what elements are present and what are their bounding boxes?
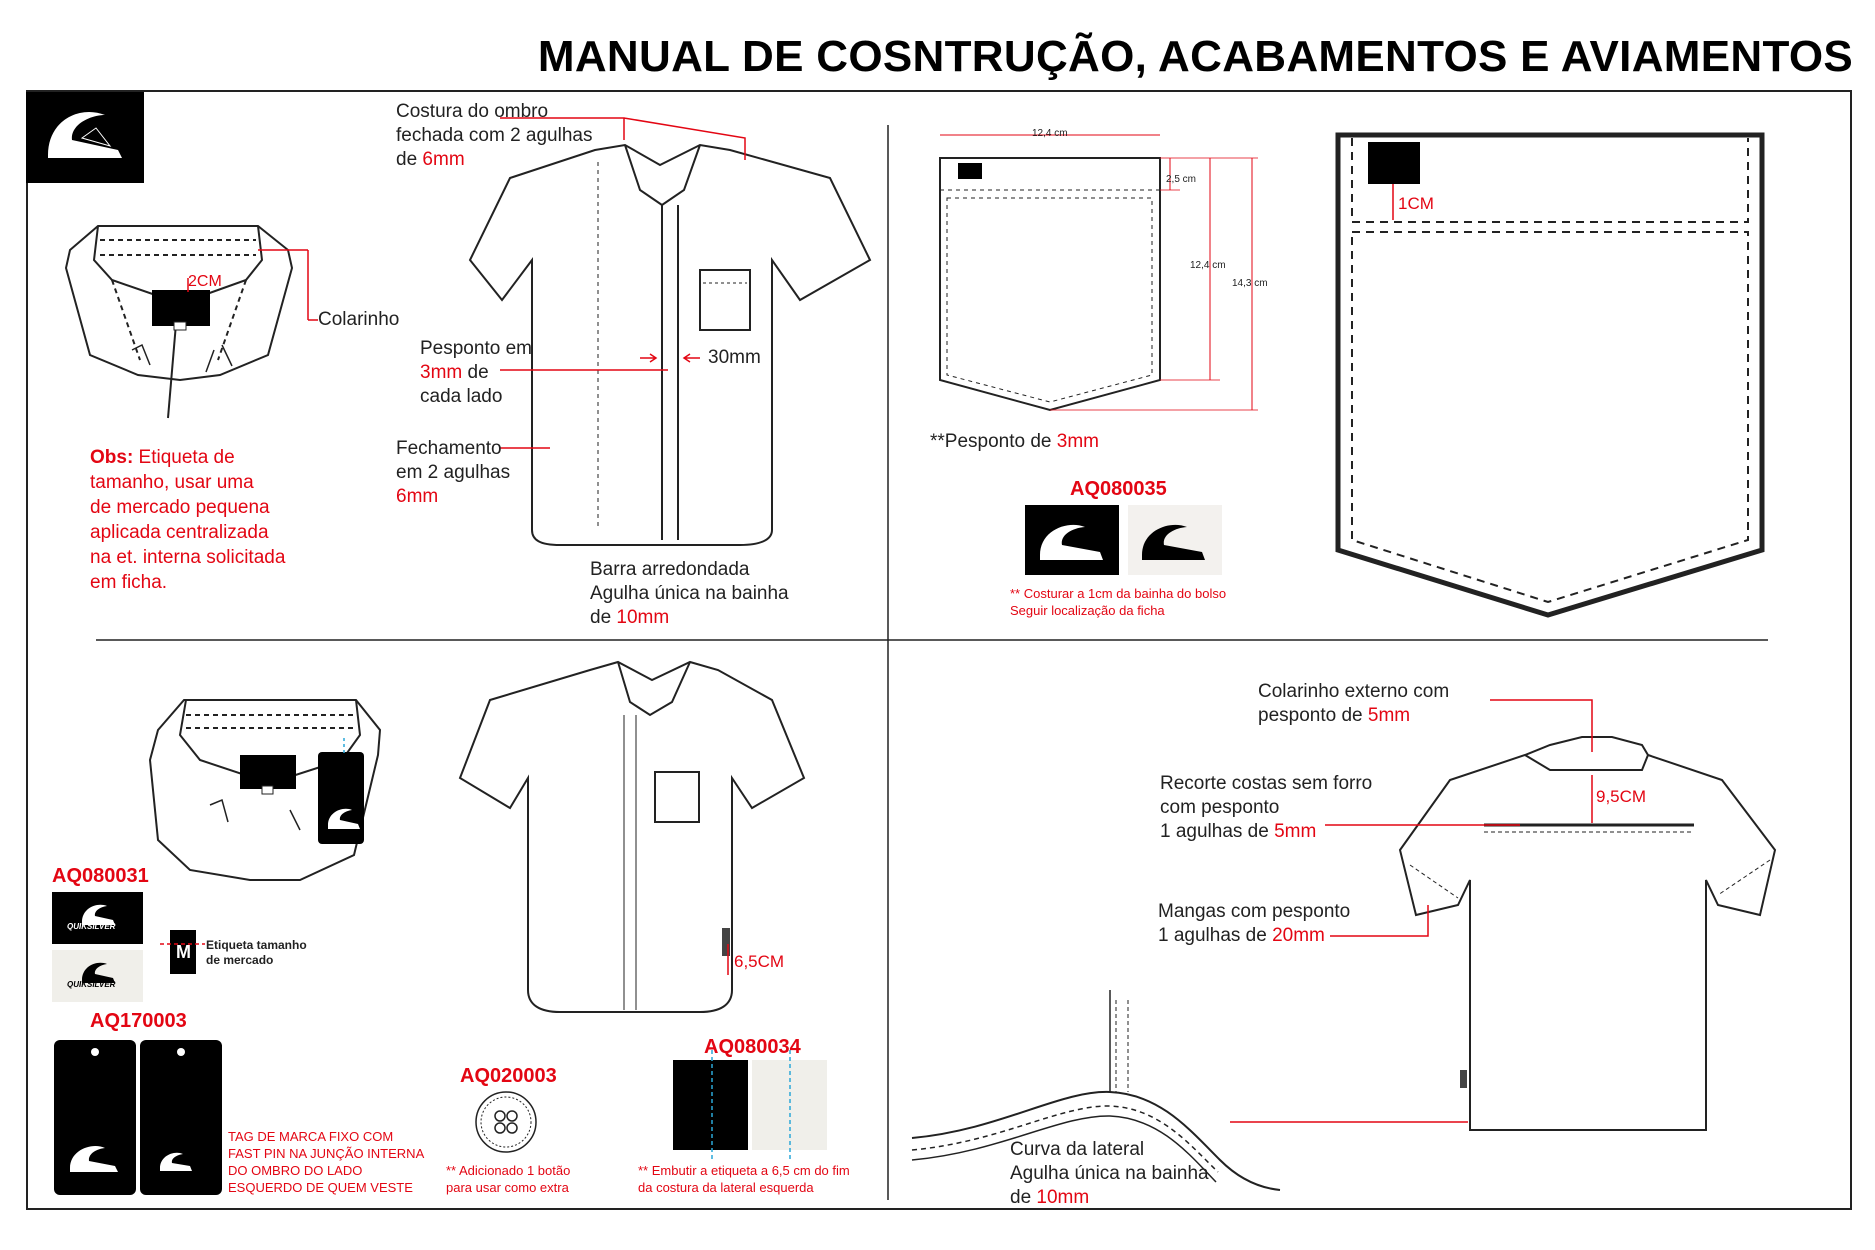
size-letter: M [176,942,191,962]
pocket-width-label: 12,4 cm [1032,128,1068,139]
side-curve-label: Curva da lateral Agulha única na bainha de 10mm [1010,1139,1209,1208]
label-brand-white: QUIKSILVER [67,980,116,989]
yoke-label: Recorte costas sem forro com pesponto 1 agulhas de 5mm [1160,773,1373,842]
obs-line-5: na et. interna solicitada [90,547,286,568]
pocket-side-label: 12,4 cm [1190,260,1226,271]
front-shirt-drawing [470,118,870,545]
collar-dim-label: 2CM [188,273,222,290]
collar-with-tag-drawing [150,700,380,880]
obs-line-6: em ficha. [90,572,168,593]
size-label-note: Etiqueta tamanho de mercado [206,938,307,967]
code-aq170003: AQ170003 [90,1010,187,1032]
obs-line-2: tamanho, usar uma [90,472,254,493]
obs-prefix: Obs: [90,447,134,468]
obs-line-4: aplicada centralizada [90,522,269,543]
code-aq080035: AQ080035 [1070,478,1167,500]
pocket-top-label: 2,5 cm [1166,174,1197,185]
pocket-stitch-label: **Pesponto de 3mm [930,431,1099,452]
hang-tags [54,1040,222,1195]
code-aq080031: AQ080031 [52,865,149,887]
collar-label: Colarinho [318,309,400,330]
label-brand-black: QUIKSILVER [67,922,116,931]
obs-line-1: Etiqueta de [133,447,235,468]
side-label-note: ** Embutir a etiqueta a 6,5 cm do fim da costura da lateral esquerda [638,1163,850,1195]
collar-drawing [66,226,318,418]
topstitch-label: Pesponto em 3mm de cada lado [420,338,532,407]
side-labels [673,1050,827,1160]
shoulder-seam-label: Costura do ombro fechada com 2 agulhas de 6mm [396,101,593,170]
yoke-dim: 9,5CM [1596,787,1647,806]
back-collar-label: Colarinho externo com pesponto de 5mm [1258,681,1450,726]
placket-width-label: 30mm [708,347,761,368]
pocket-large-dim: 1CM [1398,194,1434,213]
hem-label: Barra arredondada Agulha única na bainha de 10mm [590,559,789,628]
brand-logo [26,92,144,183]
obs-line-3: de mercado pequena [90,497,270,518]
sleeve-label: Mangas com pesponto 1 agulhas de 20mm [1158,901,1351,946]
code-aq020003: AQ020003 [460,1065,557,1087]
tag-note: TAG DE MARCA FIXO COM FAST PIN NA JUNÇÃO INTERNA DO OMBRO DO LADO ESQUERDO DE QUEM VESTE [228,1129,425,1195]
button-note: ** Adicionado 1 botão para usar como extra [446,1163,571,1195]
pocket-total-label: 14,3 cm [1232,278,1268,289]
pocket-note: ** Costurar a 1cm da bainha do bolso Seguir localização da ficha [1010,586,1227,618]
side-label-dim: 6,5CM [734,952,785,971]
page-title: MANUAL DE COSNTRUÇÃO, ACABAMENTOS E AVIAMENTOS [537,32,1853,81]
button-drawing [476,1092,536,1152]
pocket-spec-drawing [940,135,1258,575]
code-aq080034: AQ080034 [704,1036,801,1058]
obs-note [90,445,285,595]
closing-label: Fechamento em 2 agulhas 6mm [396,438,511,507]
